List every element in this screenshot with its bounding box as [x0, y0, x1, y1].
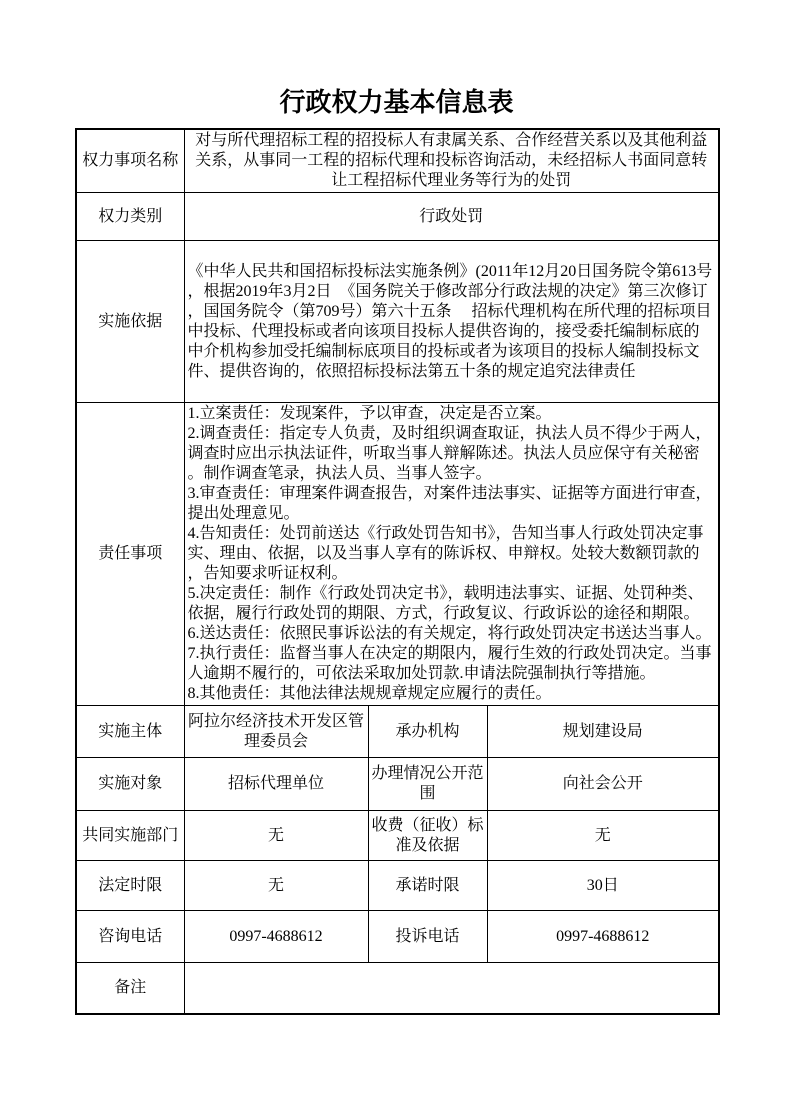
- label-disclosure-scope: 办理情况公开范围: [368, 758, 487, 811]
- value-statutory-time-limit: 无: [184, 861, 368, 911]
- value-joint-departments: 无: [184, 811, 368, 861]
- value-power-type: 行政处罚: [184, 193, 719, 241]
- value-fee-standard: 无: [487, 811, 719, 861]
- value-implementing-body: 阿拉尔经济技术开发区管理委员会: [184, 706, 368, 758]
- responsibility-item-4: 4.告知责任：处罚前送达《行政处罚告知书》，告知当事人行政处罚决定事实、理由、依据，以及当事人享有的陈诉权、申辩权。处较大数额罚款的，告知要求听证权利。: [187, 525, 704, 582]
- label-undertaking-agency: 承办机构: [368, 706, 487, 758]
- responsibility-item-1: 1.立案责任：发现案件，予以审查，决定是否立案。: [187, 405, 552, 422]
- basic-info-table: [75, 128, 720, 1015]
- value-responsibility-items: [184, 403, 719, 706]
- row-power-item-name: [76, 129, 719, 193]
- value-power-item-name: 对与所代理招标工程的招投标人有隶属关系、合作经营关系以及其他利益关系，从事同一工程的招标代理和投标咨询活动，未经招标人书面同意转让工程招标代理业务等行为的处罚: [184, 129, 719, 193]
- row-power-type: [76, 193, 719, 241]
- row-phones: [76, 911, 719, 963]
- value-complaint-phone: 0997-4688612: [487, 911, 719, 963]
- row-remarks: [76, 963, 719, 1014]
- value-disclosure-scope: 向社会公开: [487, 758, 719, 811]
- row-implementing-body: [76, 706, 719, 758]
- value-implementation-target: 招标代理单位: [184, 758, 368, 811]
- label-complaint-phone: 投诉电话: [368, 911, 487, 963]
- label-implementing-body: 实施主体: [76, 706, 184, 758]
- label-statutory-time-limit: 法定时限: [76, 861, 184, 911]
- label-joint-departments: 共同实施部门: [76, 811, 184, 861]
- label-promised-time-limit: 承诺时限: [368, 861, 487, 911]
- value-undertaking-agency: 规划建设局: [487, 706, 719, 758]
- value-implementation-basis: 《中华人民共和国招标投标法实施条例》(2011年12月20日国务院令第613号，根据2019年3月2日 《国务院关于修改部分行政法规的决定》第三次修订，国国务院令（第709号）第六十五条 招标代理机构在所代理的招标项目中投标、代理投标或者向该项目投标人提供咨询的，接受委托编制标底的中介机构参加受托编制标底项目的投标或者为该项目的投标人编制投标文件、提供咨询的，依照招标投标法第五十条的规定追究法律责任: [184, 241, 719, 403]
- label-remarks: 备注: [76, 963, 184, 1014]
- label-responsibility-items: 责任事项: [76, 403, 184, 706]
- row-responsibility-items: [76, 403, 719, 706]
- value-consultation-phone: 0997-4688612: [184, 911, 368, 963]
- responsibility-item-8: 8.其他责任：其他法律法规规章规定应履行的责任。: [187, 685, 552, 702]
- row-implementation-target: [76, 758, 719, 811]
- row-implementation-basis: [76, 241, 719, 403]
- responsibility-item-3: 3.审查责任：审理案件调查报告，对案件违法事实、证据等方面进行审查，提出处理意见。: [187, 485, 712, 522]
- label-power-item-name: 权力事项名称: [76, 129, 184, 193]
- responsibility-item-7: 7.执行责任：监督当事人在决定的期限内，履行生效的行政处罚决定。当事人逾期不履行的，可依法采取加处罚款.申请法院强制执行等措施。: [187, 645, 712, 682]
- row-statutory-time-limit: [76, 861, 719, 911]
- row-joint-departments: [76, 811, 719, 861]
- value-promised-time-limit: 30日: [487, 861, 719, 911]
- label-implementation-basis: 实施依据: [76, 241, 184, 403]
- label-implementation-target: 实施对象: [76, 758, 184, 811]
- value-remarks: [184, 963, 719, 1014]
- label-fee-standard: 收费（征收）标准及依据: [368, 811, 487, 861]
- label-power-type: 权力类别: [76, 193, 184, 241]
- responsibility-item-5: 5.决定责任：制作《行政处罚决定书》，载明违法事实、证据、处罚种类、依据，履行行政处罚的期限、方式，行政复议、行政诉讼的途径和期限。: [187, 585, 704, 622]
- label-consultation-phone: 咨询电话: [76, 911, 184, 963]
- page-title: 行政权力基本信息表: [279, 88, 514, 117]
- responsibility-item-2: 2.调查责任：指定专人负责，及时组织调查取证，执法人员不得少于两人，调查时应出示执法证件，听取当事人辩解陈述。执法人员应保守有关秘密。制作调查笔录，执法人员、当事人签字。: [187, 425, 712, 482]
- responsibility-item-6: 6.送达责任：依照民事诉讼法的有关规定，将行政处罚决定书送达当事人。: [187, 625, 712, 642]
